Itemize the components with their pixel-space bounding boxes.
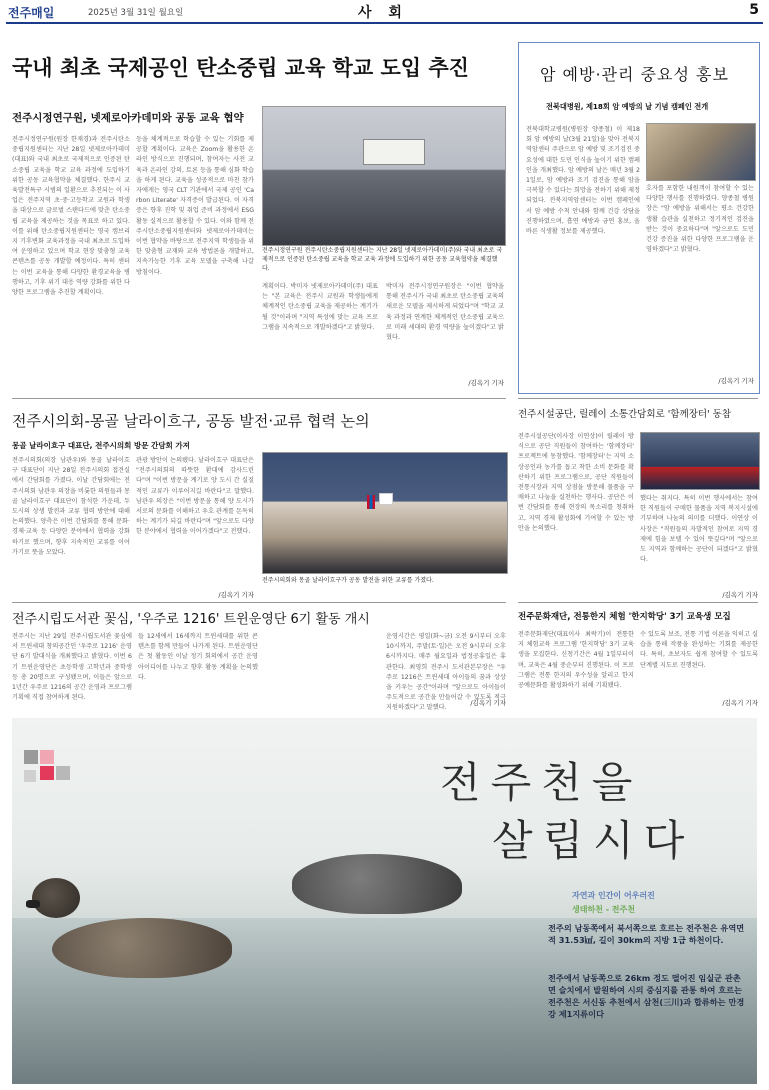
article6-col1: 전주문화재단(대표이사 최락기)이 전통한지 체험교육 프로그램 '한지학당' 3기 교육생을 모집한다. 신청기간은 4월 1일부터이며, 교육은 4월 중순부터 진행된다. 이 프로그램은 전통 한지의 우수성을 알리고 한지 공예문화를 활성화하기 위해 기획됐다. (518, 631, 634, 690)
divider (12, 602, 506, 603)
header-rule (6, 22, 763, 24)
article4-photo (640, 432, 760, 490)
jeonjucheon-banner (12, 718, 757, 1084)
article3-photo-caption: 전주시의회와 몽골 날라이흐구가 공동 발전을 위한 교류를 가졌다. (262, 577, 434, 584)
banner-title-line2: 살립시다 (492, 816, 695, 865)
article2-byline: /김옥기 기자 (718, 377, 754, 385)
banner-tagline1: 자연과 인간이 어우러진 (572, 891, 655, 900)
deco-square (56, 766, 70, 780)
article3-headline[interactable]: 전주시의회-몽골 날라이흐구, 공동 발전·교류 협력 논의 (12, 412, 370, 430)
article4-headline[interactable]: 전주시설공단, 릴레이 소통간담회로 '함께장터' 동참 (518, 409, 732, 420)
section-title: 사 회 (358, 5, 408, 21)
masthead-brand: 전주매일 (8, 6, 55, 20)
article1-photo-caption: 전주시정연구원 전주시탄소중립지원센터는 지난 28일 넷제로아카데미(주)와 국내 최초로 국제적으로 인증된 탄소중립 교육을 학교 교육 과정에 도입하기 위한 공동 교육협약을 체결했다. (262, 247, 503, 272)
banner-tagline2: 생태하천 - 전주천 (572, 905, 635, 914)
article3-col1: 전주시의회(의장 남관우)와 몽골 날라이흐구 대표단이 지난 28일 전주시의회 접견실에서 간담회를 가졌다. 이날 간담회에는 전주시의회 남관우 의장을 비롯한 의원들과 몽골 날라이흐구 대표단이 참석한 가운데, 두 도시의 상생 발전과 교류 협력 방안에 대해 논의했다. 양측은 이번 간담회를 통해 문화·경제·교육 등 다양한 분야에서 협력을 강화하기로 했으며, 향후 지속적인 교류를 이어가기로 뜻을 모았다. (12, 457, 130, 556)
deco-square (24, 750, 38, 764)
article3-subhead: 몽골 날라이흐구 대표단, 전주시의회 방문 간담회 가져 (12, 441, 190, 450)
article1-photo (262, 106, 506, 246)
article1-col1: 전주시정연구원(원장 한재경)과 전주시탄소중립지원센터는 지난 28일 넷제로아카데미(대표)와 국내 최초로 국제적으로 인증된 탄소중립 교육을 학교 교육 과정에 도입하기 위한 공동 교육협약을 체결했다. 한주시 교육발전특구 시범의 일환으로 추진되는 이 사업은 전주지역 초·중·고등학교 교원과 학생을 대상으로 글로벌 스탠다드에 맞춘 탄소중립 교육을 제공하는 것을 목표로 하고 있다. 이를 위해 탄소중립지원센터는 영국 캠브리지 기후변화 교육과정을 국내 최초로 도입하여 운영하고 있으며 학교 현장 맞춤형 교육 콘텐츠를 공동 개발할 예정이다. 특히 센터는 이번 교육을 통해 다양한 환경교육을 병행하고, 기후 위기 대응 역량 강화를 위한 다양한 프로그램을 추진할 계획이다. (12, 136, 130, 297)
article1-headline[interactable]: 국내 최초 국제공인 탄소중립 교육 학교 도입 추진 (12, 56, 469, 80)
duck-body (52, 918, 232, 978)
article1-col2: 등을 체계적으로 학습할 수 있는 기회를 제공할 계획이다. 교육은 Zoom을 활용한 온라인 방식으로 진행되며, 참여자는 사전 교육과 온라인 강의, 토론 등을 통해 심화 학습을 하게 된다. 교육을 성공적으로 마친 참가자에게는 영국 CLT 기관에서 국제 공인 'Carbon Literate' 자격증이 발급된다. 이 자격증은 향후 진학 및 취업 준비 과정에서 ESG 활동 실적으로 활용할 수 있다. 이와 함께 전주시탄소중립지원센터와 넷제로아카데미는 이번 협약을 바탕으로 전주지역 학생들을 위한 맞춤형 교재와 교육 방법론을 개발하고, 지속가능한 기후 교육 모델을 구축해 나갈 방침이다. (136, 136, 254, 276)
article5-col3: 운영시간은 평일(화~금) 오전 9시부터 오후 10시까지, 주말(토·일)은 오전 9시부터 오후 6시까지다. 매주 월요일과 법정공휴일은 휴관한다. 최영희 전주시 도서관본부장은 "우주로 1216은 트윈세대 아이들의 꿈과 상상을 키우는 공간"이라며 "앞으로도 아이들이 주도적으로 공간을 만들어갈 수 있도록 적극 지원하겠다"고 말했다. (386, 633, 506, 712)
banner-description1: 전주의 남동쪽에서 북서쪽으로 흐르는 전주천은 유역면적 31.53㎢, 길이 30km의 지방 1급 하천이다. (548, 923, 745, 945)
article4-byline: /김옥기 기자 (722, 591, 758, 599)
article6-byline: /김옥기 기자 (722, 699, 758, 707)
korea-flag-icon (379, 493, 393, 505)
article4-col1: 전주시설공단(이사장 이연상)이 릴레이 방식으로 공단 직원들이 참여하는 '함께장터' 프로젝트에 동참했다. '함께장터'는 지역 소상공인과 농가를 돕고 착한 소비 문화를 확산하기 위한 프로그램으로, 공단 직원들이 전통시장과 지역 상점을 방문해 물품을 구매하고 나눔을 실천하는 행사다. 공단은 이번 간담회를 통해 현장의 목소리를 청취하고, 지역 경제 활성화에 기여할 수 있는 방안을 논의했다. (518, 433, 634, 532)
article2-photo (646, 123, 756, 181)
duck-bill (26, 900, 40, 908)
article2-headline[interactable]: 암 예방·관리 중요성 홍보 (540, 65, 729, 84)
river-rock (292, 854, 462, 914)
article1-col3: 계획이다. 박미자 넷제로아카데미(주) 대표는 "본 교육은 전주시 교원과 학생들에게 체계적인 탄소중립 교육을 제공하는 계기가 될 것"이라며 "지역 특성에 맞는 교육 프로그램을 지속적으로 개발하겠다"고 밝혔다. (262, 283, 378, 331)
article2-col2: 호자를 포함한 내원객이 참여할 수 있는 다양한 행사를 진행하였다. 양종철 병원장은 "암 예방을 위해서는 평소 건강한 생활 습관을 실천하고 정기적인 검진을 받는 것이 중요하다"며 "앞으로도 도민 건강 증진을 위한 다양한 프로그램을 운영하겠다"고 밝혔다. (646, 185, 754, 254)
article2-subhead: 전북대병원, 제18회 암 예방의 날 기념 캠페인 전개 (546, 102, 709, 111)
article3-byline: /김옥기 기자 (218, 591, 254, 599)
article6-headline[interactable]: 전주문화재단, 전통한지 체험 '한지학당' 3기 교육생 모집 (518, 612, 731, 622)
article1-subhead: 전주시정연구원, 넷제로아카데미와 공동 교육 협약 (12, 112, 244, 124)
signing-board (363, 139, 425, 165)
deco-square (40, 766, 54, 780)
article3-col2: 관광 방안이 논의됐다. 날라이흐구 대표단은 "전주시의회의 따뜻한 환대에 감사드린다"며 "이번 방문을 계기로 양 도시 간 실질적인 교류가 이루어지길 바란다"고 말했다. 남관우 의장은 "이번 방문을 통해 양 도시가 서로의 문화를 이해하고 우호 관계를 돈독히 하는 계기가 되길 바란다"며 "앞으로도 다양한 분야에서 협력을 이어가겠다"고 전했다. (136, 457, 254, 536)
article6-col2: 수 있도록 보조, 전통 기법 이론을 익히고 실습을 통해 작품을 완성하는 기회를 제공한다. 특히, 초보자도 쉽게 참여할 수 있도록 단계별 지도로 진행된다. (640, 631, 758, 669)
divider (518, 398, 758, 399)
article4-col2: 했다는 취지다. 특히 이번 행사에서는 참여한 직원들이 구매한 물품을 지역 복지시설에 기부하며 나눔의 의미를 더했다. 이연상 이사장은 "직원들의 자발적인 참여로 지역 경제에 힘을 보탤 수 있어 뜻깊다"며 "앞으로도 지역과 함께하는 공단이 되겠다"고 밝혔다. (640, 495, 758, 564)
deco-square (24, 770, 36, 782)
mongolia-flag-icon (367, 495, 375, 509)
article5-col2: 들 12세에서 16세까지 트윈세대를 위한 콘텐츠를 함께 만들어 나가게 된다. 트윈운영단은 첫 활동인 이날 정기 회의에서 공간 운영 아이디어를 나누고 향후 활동 계획을 논의했다. (138, 633, 258, 681)
deco-square (40, 750, 54, 764)
divider (12, 398, 506, 399)
banner-title-line1: 전주천을 (440, 758, 643, 807)
article5-byline: /김옥기 기자 (470, 699, 506, 707)
page-number: 5 (749, 2, 759, 18)
article3-photo (262, 452, 508, 574)
divider (518, 602, 758, 603)
issue-date: 2025년 3월 31일 월요일 (88, 8, 184, 18)
article1-col4: 박미자 전주시정연구원장은 "이번 협약을 통해 전주시가 국내 최초로 탄소중립 교육의 새로운 모델을 제시하게 되었다"며 "학교 교육 과정과 연계한 체계적인 탄소중립 교육으로 미래 세대의 환경 역량을 높이겠다"고 밝혔다. (386, 283, 504, 342)
duck-head (32, 878, 80, 918)
article5-headline[interactable]: 전주시립도서관 꽃심, '우주로 1216' 트윈운영단 6기 활동 개시 (12, 612, 370, 627)
article1-byline: /김옥기 기자 (468, 379, 504, 387)
banner-description2: 전주에서 남동쪽으로 26km 정도 떨어진 임실군 관촌면 슬치에서 발원하여 시의 중심지를 관통 하여 흐르는 전주천은 서신동 추천에서 삼천(三川)과 합류하는 만경강 제1지류이다 (548, 973, 745, 1019)
article5-col1: 전주시는 지난 29일 전주시립도서관 꽃심에서 트윈세대 창의공간인 '우주로 1216' 운영단 6기 발대식을 개최했다고 밝혔다. 이번 6기 트윈운영단은 초등학생 고학년과 중학생 등 총 20명으로 구성됐으며, 이들은 앞으로 1년간 우주로 1216의 공간 운영과 프로그램 기획에 직접 참여하게 된다. (12, 633, 132, 702)
article2-col1: 전북대학교병원(병원장 양종철) 이 제18회 암 예방의 날(3월 21일)을 맞아 전북지역암센터 주관으로 암 예방 및 조기검진 중요성에 대한 도민 인식을 높이기 위한 캠페인을 개최했다. 암 예방의 날은 매년 3월 21일로, 암 예방과 조기 검진을 통해 암을 극복할 수 있다는 희망을 전하기 위해 제정되었다. 전북지역암센터는 이번 캠페인에서 암 예방 수칙 안내와 함께 건강 상담을 진행하였으며, 흡연 예방과 금연 홍보, 올바른 식생활 정보를 제공했다. (526, 126, 640, 236)
article5-col2-cont (264, 632, 384, 710)
